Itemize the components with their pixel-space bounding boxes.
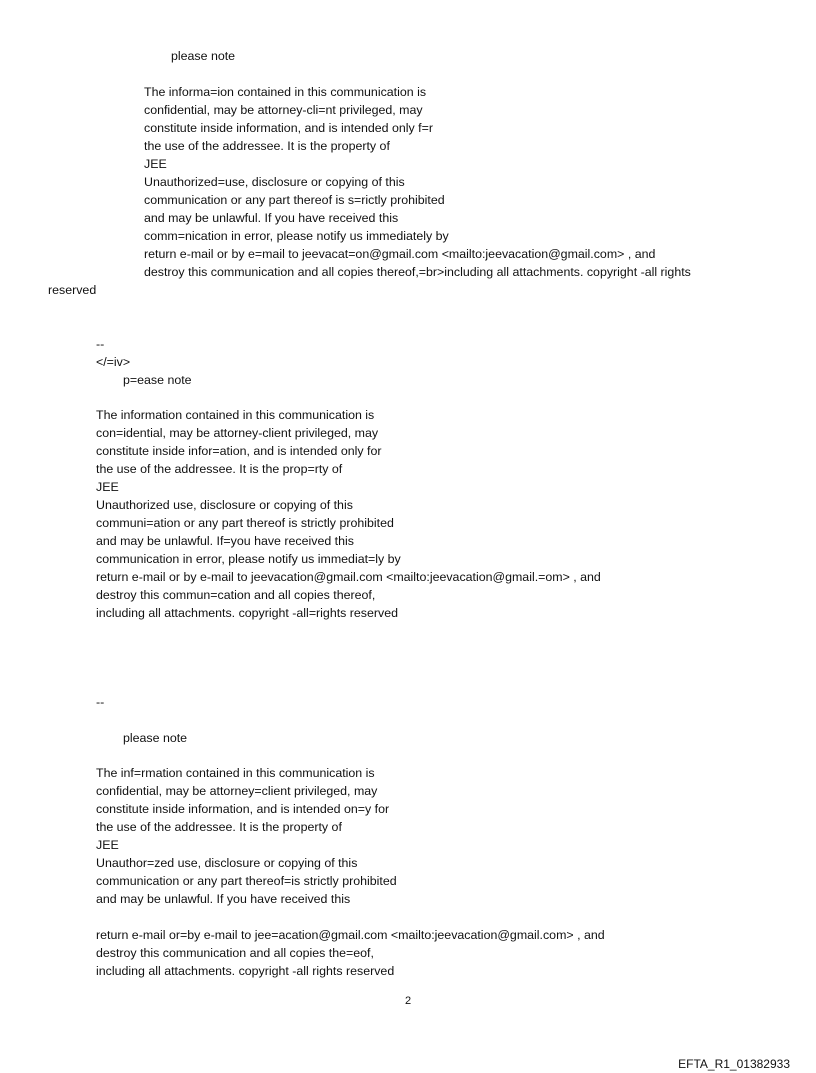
block2-line-10: return e-mail or by e-mail to jeevacation@gmail.com <mailto:jeevacation@gmail.=om> , and	[96, 570, 601, 584]
block2-line-5: JEE	[96, 480, 119, 494]
block2-line-2: con=idential, may be attorney-client privileged, may	[96, 426, 379, 440]
block1-line-6: Unauthorized=use, disclosure or copying of this	[144, 175, 405, 189]
block2-heading: p=ease note	[123, 373, 192, 387]
block3-line-4: the use of the addressee. It is the property of	[96, 820, 342, 834]
block1-line-4: the use of the addressee. It is the property of	[144, 139, 390, 153]
block1-line-1: The informa=ion contained in this communication is	[144, 85, 427, 99]
block2-line-4: the use of the addressee. It is the prop=rty of	[96, 462, 343, 476]
block1-line-11: destroy this communication and all copies thereof,=br>including all attachments. copyright -all rights	[144, 265, 691, 279]
block1-line-9: comm=nication in error, please notify us immediately by	[144, 229, 449, 243]
block3-line-3: constitute inside information, and is intended on=y for	[96, 802, 390, 816]
block2-line-11: destroy this commun=cation and all copies thereof,	[96, 588, 376, 602]
block3-line-1: The inf=rmation contained in this communication is	[96, 766, 375, 780]
block3-line-10: destroy this communication and all copies the=eof,	[96, 946, 374, 960]
block1-line-8: and may be unlawful. If you have received this	[144, 211, 399, 225]
block2-tag: </=iv>	[96, 355, 131, 369]
block3-line-7: communication or any part thereof=is strictly prohibited	[96, 874, 397, 888]
block3-heading: please note	[123, 731, 188, 745]
block3-line-8: and may be unlawful. If you have received this	[96, 892, 351, 906]
block2-line-1: The information contained in this communication is	[96, 408, 375, 422]
block1-line-7: communication or any part thereof is s=rictly prohibited	[144, 193, 445, 207]
block3-line-2: confidential, may be attorney=client privileged, may	[96, 784, 378, 798]
block3-separator: --	[96, 695, 105, 709]
block2-line-8: and may be unlawful. If=you have received this	[96, 534, 354, 548]
block2-line-6: Unauthorized use, disclosure or copying of this	[96, 498, 353, 512]
bates-id: EFTA_R1_01382933	[678, 1057, 790, 1071]
block1-line-5: JEE	[144, 157, 167, 171]
block3-line-11: including all attachments. copyright -all rights reserved	[96, 964, 395, 978]
block2-line-12: including all attachments. copyright -all=rights reserved	[96, 606, 398, 620]
page-number: 2	[404, 995, 412, 1007]
block3-line-9: return e-mail or=by e-mail to jee=acation@gmail.com <mailto:jeevacation@gmail.com> , and	[96, 928, 605, 942]
block1-line-2: confidential, may be attorney-cli=nt privileged, may	[144, 103, 423, 117]
block1-heading: please note	[171, 49, 236, 63]
block3-line-6: Unauthor=zed use, disclosure or copying of this	[96, 856, 358, 870]
block2-line-7: communi=ation or any part thereof is strictly prohibited	[96, 516, 394, 530]
block3-line-5: JEE	[96, 838, 119, 852]
block2-line-3: constitute inside infor=ation, and is intended only for	[96, 444, 382, 458]
block2-separator: --	[96, 337, 105, 351]
block1-line-10: return e-mail or by e=mail to jeevacat=on@gmail.com <mailto:jeevacation@gmail.com> , and	[144, 247, 656, 261]
block1-line-3: constitute inside information, and is intended only f=r	[144, 121, 433, 135]
block2-line-9: communication in error, please notify us immediat=ly by	[96, 552, 401, 566]
block1-wrap-line: reserved	[48, 283, 97, 297]
